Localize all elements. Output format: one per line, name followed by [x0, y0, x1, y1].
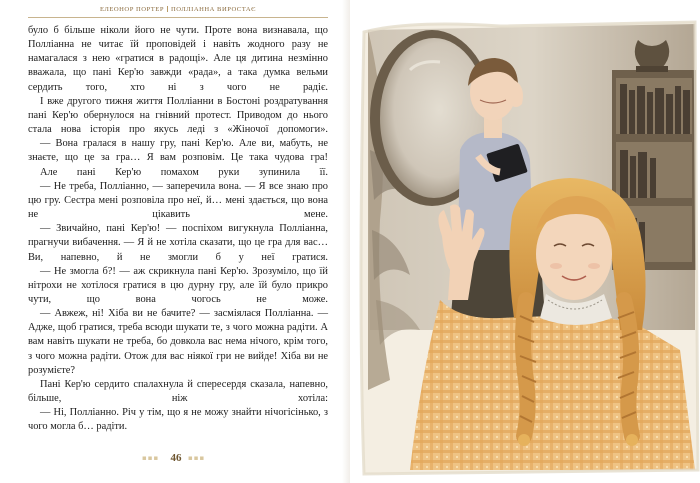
folio-ornament-left: ▪▪▪ — [142, 454, 160, 462]
paragraph: — Авжеж, ні! Хіба ви не бачите? — засміялася Полліанна. — Адже, щоб гратися, треба всюди шукати те, з чого можна радіти. А вам навіть шукати не треба, бо довкола вас нема нічого, крім того, з чого можна радіти. Отож для вас ніякої гри не вийде! Хіба ви не розумієте? — [28, 308, 328, 376]
paragraph: — Ні, Полліанно. Річ у тім, що я не можу знайти нічогісінько, з чого могла б… радіти. — [28, 407, 328, 433]
paragraph: було б більше ніколи його не чути. Проте вона визнавала, що Полліанна не читає їй проповідей і навіть жодного разу не намагалася з нею «гратися в радощі». Але ця дитина незмінно вважала, що пані Кер'ю завжди «рада», а така думка вельми сердить того, хто ні з чого не радіє. — [28, 25, 328, 93]
page-number: 46 — [170, 452, 182, 464]
running-head-author: ЕЛЕОНОР ПОРТЕР — [99, 6, 165, 13]
paragraph: — Не змогла б?! — аж скрикнула пані Кер'ю. Зрозуміло, що їй нітрохи не хотілося гратися в цю дурну гру, але їй було прикро чути, що вона чогось не може. — [28, 265, 328, 305]
paragraph: Пані Кер'ю сердито спалахнула й спересердя сказала, напевно, більше, ніж хотіла: — [28, 378, 328, 405]
running-head-title: ПОЛЛІАННА ВИРОСТАЄ — [171, 6, 257, 13]
running-head-rule — [28, 17, 328, 18]
paragraph: — Вона гралася в нашу гру, пані Кер'ю. Але ви, мабуть, не знаєте, що це за гра… Я вам розповім. Це така чудова гра! — [28, 138, 328, 164]
paragraph: Але пані Кер'ю помахом руки зупинила її. — [40, 166, 328, 178]
paragraph: І вже другого тижня життя Полліанни в Бостоні роздратування пані Кер'ю обернулося на гнівний протест. Приводом до нього стала нова історія про якусь леді з «Жіночої допомоги». — [28, 95, 328, 136]
running-head — [28, 6, 328, 13]
illustration-pollyanna-and-mrs-carew — [350, 0, 700, 483]
page-folio — [128, 452, 228, 466]
paragraph: — Звичайно, пані Кер'ю! — поспіхом вигукнула Полліанна, прагнучи вибачення. — Я й не хотіла сказати, що це гра для вас… Ви, напевно, й не змогли б у неї гратися. — [28, 223, 328, 263]
running-head-separator — [167, 6, 168, 12]
right-page — [350, 0, 700, 483]
folio-ornament-right: ▪▪▪ — [188, 454, 206, 462]
paragraph: — Не треба, Полліанно, — заперечила вона. — Я все знаю про цю гру. Сестра мені розповіла про неї, й… мені здається, що вона не цікавить мене. — [28, 180, 328, 221]
body-text — [28, 24, 328, 435]
left-braid — [523, 300, 528, 436]
